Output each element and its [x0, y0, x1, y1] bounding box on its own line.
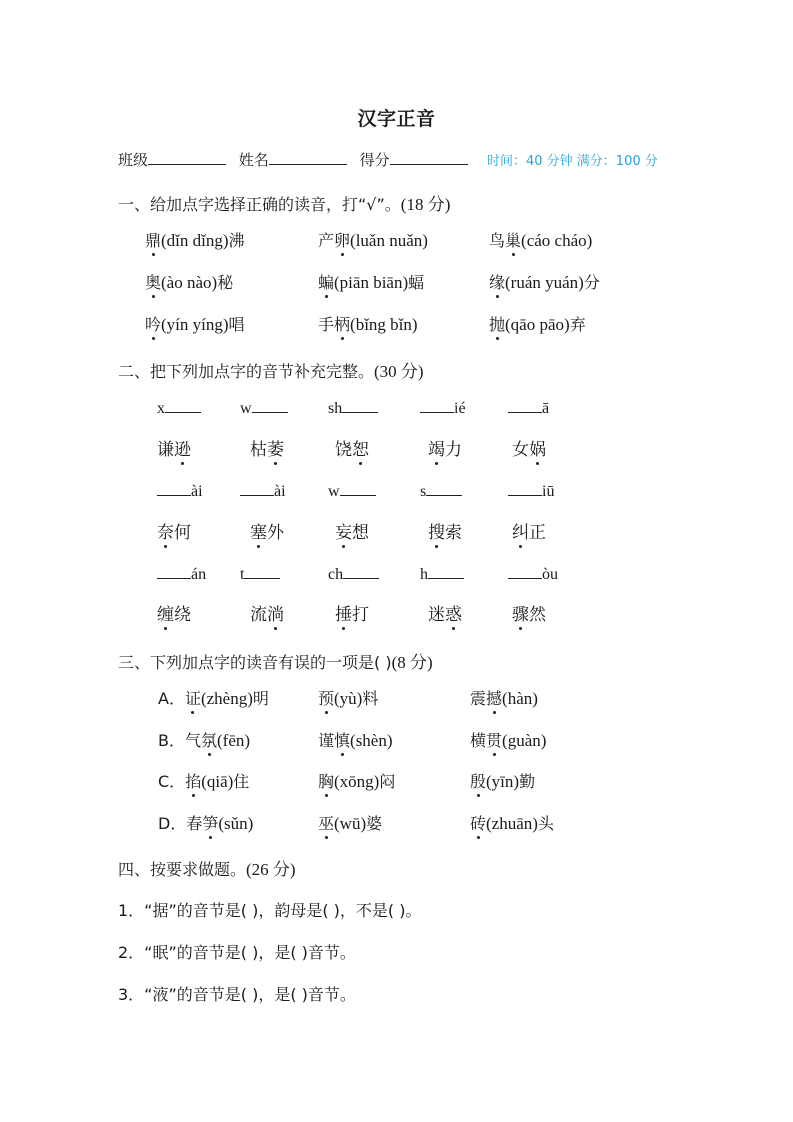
section-4-points: (26 分)	[246, 860, 296, 879]
score-label: 得分	[359, 151, 390, 169]
section-1-points: (18 分)	[400, 195, 451, 214]
dotted-char: 贯	[486, 728, 502, 751]
dotted-char: 证	[185, 686, 201, 709]
dotted-char: 吟	[145, 312, 161, 335]
char-prefix: 产	[318, 231, 335, 250]
word	[157, 518, 191, 543]
answer-blank[interactable]	[426, 483, 462, 496]
answer-blank[interactable]	[157, 483, 191, 496]
syllable-fill[interactable]	[420, 483, 462, 501]
syllable-final: ài	[274, 483, 286, 500]
name-label: 姓名	[238, 151, 269, 169]
dotted-char: 砖	[470, 811, 486, 834]
answer-blank[interactable]	[252, 400, 288, 413]
char-suffix: 闷	[379, 772, 396, 791]
syllable-initial: w	[328, 483, 340, 500]
section-2-points: (30 分)	[374, 362, 424, 381]
word-char-2: 外	[267, 523, 284, 543]
dotted-char: 巫	[318, 811, 334, 834]
syllable-initial: t	[240, 566, 245, 583]
option-term	[470, 811, 554, 834]
char-suffix: 住	[233, 772, 250, 791]
word-char-1: 谦	[157, 440, 174, 460]
word-char-2: 然	[529, 605, 546, 625]
word-char-1: 流	[250, 605, 267, 625]
pinyin: (fēn)	[217, 731, 251, 750]
answer-blank[interactable]	[508, 566, 542, 579]
choice-item	[145, 270, 233, 293]
option-term	[318, 769, 395, 792]
choice-item	[145, 228, 245, 251]
word-char-1: 缠	[157, 600, 174, 625]
answer-blank[interactable]	[428, 566, 464, 579]
word-char-1: 奈	[157, 518, 174, 543]
section-4-heading	[118, 855, 296, 880]
score-blank[interactable]	[390, 150, 468, 165]
syllable-final: án	[191, 566, 207, 583]
char-prefix: 震	[470, 689, 487, 708]
dotted-char: 鼎	[145, 228, 161, 251]
option-term	[318, 686, 378, 709]
page-title: 汉字正音	[357, 108, 436, 130]
dotted-char: 缘	[489, 270, 505, 293]
syllable-fill[interactable]	[240, 400, 288, 418]
choice-item	[318, 228, 428, 251]
dotted-char: 蝙	[318, 270, 334, 293]
syllable-fill[interactable]	[240, 566, 280, 584]
choice-item	[145, 312, 245, 335]
answer-blank[interactable]	[508, 400, 542, 413]
char-suffix: 勤	[519, 772, 536, 791]
word	[250, 600, 284, 625]
word-char-2: 何	[174, 523, 191, 543]
choice-item	[318, 270, 424, 293]
word	[428, 435, 462, 460]
word-char-1: 饶	[335, 440, 352, 460]
syllable-fill[interactable]	[420, 400, 466, 418]
word-char-1: 妄	[335, 518, 352, 543]
dotted-char: 笋	[202, 811, 218, 834]
answer-blank[interactable]	[508, 483, 542, 496]
pinyin-options[interactable]: (qāo pāo)	[505, 315, 570, 334]
pinyin: (sǔn)	[218, 814, 254, 833]
dotted-char: 殷	[470, 769, 486, 792]
syllable-initial: x	[157, 400, 165, 417]
syllable-final: ài	[191, 483, 203, 500]
syllable-fill[interactable]	[328, 483, 376, 501]
syllable-initial: h	[420, 566, 428, 583]
syllable-fill[interactable]	[157, 566, 206, 584]
option-term	[470, 686, 538, 709]
word-char-2: 恕	[352, 435, 369, 460]
syllable-final: òu	[542, 566, 558, 583]
dotted-char: 撼	[486, 686, 502, 709]
choice-item	[489, 270, 600, 293]
char-prefix: 春	[186, 814, 203, 833]
word-char-2: 索	[445, 523, 462, 543]
char-suffix: 沸	[228, 231, 245, 250]
question-2: 2．“眠”的音节是( )，是( )音节。	[118, 943, 356, 962]
word-char-2: 正	[529, 523, 546, 543]
syllable-fill[interactable]	[157, 400, 201, 418]
option-term	[318, 728, 393, 751]
section-3-heading	[118, 648, 433, 673]
char-suffix: 头	[537, 814, 554, 833]
pinyin: (wū)	[334, 814, 367, 833]
word-char-2: 绕	[174, 605, 191, 625]
char-prefix: 鸟	[489, 231, 506, 250]
pinyin-options[interactable]: (luǎn nuǎn)	[350, 231, 428, 250]
pinyin: (qiā)	[201, 772, 234, 791]
pinyin-options[interactable]: (piān biān)	[334, 273, 409, 292]
option-term	[470, 769, 535, 792]
option-d-label[interactable]	[158, 811, 253, 834]
dotted-char: 预	[318, 686, 334, 709]
pinyin: (hàn)	[502, 689, 538, 708]
answer-blank[interactable]	[244, 566, 280, 579]
question-1: 1．“据”的音节是( )，韵母是( )，不是( )。	[118, 901, 422, 920]
word	[250, 435, 284, 460]
syllable-final: iū	[542, 483, 555, 500]
word-char-1: 搜	[428, 518, 445, 543]
char-prefix: 横	[470, 731, 487, 750]
dotted-char: 慎	[334, 728, 350, 751]
word	[335, 435, 369, 460]
option-letter[interactable]: A．	[158, 689, 185, 708]
dotted-char: 掐	[185, 769, 201, 792]
class-blank[interactable]	[148, 150, 226, 165]
word	[335, 518, 369, 543]
syllable-initial: ch	[328, 566, 344, 583]
syllable-fill[interactable]	[420, 566, 464, 584]
pinyin: (zhèng)	[200, 689, 253, 708]
option-term	[470, 728, 546, 751]
pinyin: (xōng)	[334, 772, 380, 791]
word	[512, 435, 546, 460]
option-term	[318, 811, 382, 834]
dotted-char: 抛	[489, 312, 505, 335]
word-char-1: 纠	[512, 518, 529, 543]
char-prefix: 气	[184, 731, 201, 750]
syllable-initial: sh	[328, 400, 343, 417]
char-prefix: 手	[318, 315, 335, 334]
word	[157, 435, 191, 460]
word-char-2: 想	[352, 523, 369, 543]
char-suffix: 秘	[217, 273, 234, 292]
choice-item	[318, 312, 418, 335]
word-char-1: 女	[512, 440, 529, 460]
dotted-char: 柄	[334, 312, 350, 335]
option-letter[interactable]: B．	[158, 731, 185, 750]
section-3-title: 三、下列加点字的读音有误的一项是( )	[118, 653, 392, 672]
option-letter[interactable]: C．	[158, 772, 186, 791]
syllable-final: ié	[454, 400, 466, 417]
char-suffix: 明	[252, 689, 269, 708]
pinyin-options[interactable]: (cáo cháo)	[521, 231, 593, 250]
pinyin-options[interactable]: (bǐng bǐn)	[350, 315, 418, 334]
answer-blank[interactable]	[342, 400, 378, 413]
word	[250, 518, 284, 543]
char-suffix: 婆	[366, 814, 383, 833]
syllable-fill[interactable]	[157, 483, 203, 501]
answer-blank[interactable]	[340, 483, 376, 496]
word	[512, 600, 546, 625]
char-suffix: 蝠	[408, 273, 425, 292]
choice-item	[489, 228, 592, 251]
word-char-1: 骤	[512, 600, 529, 625]
option-c-label[interactable]	[158, 769, 249, 792]
time-info: 时间：40 分钟 满分：100 分	[487, 154, 658, 169]
syllable-initial: w	[240, 400, 252, 417]
option-a-label[interactable]	[158, 686, 269, 709]
dotted-char: 巢	[505, 228, 521, 251]
section-2-title: 二、把下列加点字的音节补充完整。	[118, 362, 375, 381]
word	[335, 600, 369, 625]
pinyin: (shèn)	[350, 731, 393, 750]
dotted-char: 氛	[201, 728, 217, 751]
syllable-fill[interactable]	[328, 566, 379, 584]
word-char-2: 娲	[529, 435, 546, 460]
word	[157, 600, 191, 625]
section-4-title: 四、按要求做题。	[118, 860, 247, 879]
pinyin: (yù)	[334, 689, 363, 708]
pinyin: (yīn)	[486, 772, 520, 791]
answer-blank[interactable]	[343, 566, 379, 579]
question-3: 3．“液”的音节是( )，是( )音节。	[118, 985, 356, 1004]
word-char-2: 萎	[267, 435, 284, 460]
syllable-fill[interactable]	[240, 483, 286, 501]
char-suffix: 唱	[228, 315, 245, 334]
answer-blank[interactable]	[420, 400, 454, 413]
answer-blank[interactable]	[157, 566, 191, 579]
answer-blank[interactable]	[240, 483, 274, 496]
name-blank[interactable]	[269, 150, 347, 165]
pinyin-options[interactable]: (yín yíng)	[161, 315, 229, 334]
class-label: 班级	[118, 151, 149, 169]
char-suffix: 分	[583, 273, 600, 292]
word-char-1: 塞	[250, 518, 267, 543]
word-char-2: 惑	[445, 600, 462, 625]
dotted-char: 卵	[334, 228, 350, 251]
answer-blank[interactable]	[165, 400, 201, 413]
syllable-fill[interactable]	[508, 400, 549, 418]
char-suffix: 弃	[569, 315, 586, 334]
word-char-1: 迷	[428, 605, 445, 625]
pinyin-options[interactable]: (dǐn dǐng)	[161, 231, 229, 250]
option-letter[interactable]: D．	[158, 814, 187, 833]
class-field[interactable]	[118, 149, 476, 170]
word-char-2: 淌	[267, 600, 284, 625]
dotted-char: 胸	[318, 769, 334, 792]
pinyin: (zhuān)	[486, 814, 538, 833]
word-char-1: 枯	[250, 440, 267, 460]
option-b-label[interactable]	[158, 728, 250, 751]
pinyin: (guàn)	[502, 731, 547, 750]
section-3-points: (8 分)	[391, 653, 433, 672]
syllable-fill[interactable]	[508, 483, 554, 501]
word	[428, 518, 462, 543]
section-2-heading	[118, 357, 424, 382]
word-char-2: 逊	[174, 435, 191, 460]
word-char-1: 竭	[428, 435, 445, 460]
dotted-char: 奥	[145, 270, 161, 293]
word	[428, 600, 462, 625]
pinyin-options[interactable]: (ào nào)	[161, 273, 218, 292]
syllable-final: ā	[542, 400, 550, 417]
section-1-title: 一、给加点字选择正确的读音，打“√”。	[118, 195, 401, 214]
char-suffix: 料	[362, 689, 379, 708]
syllable-initial: s	[420, 483, 427, 500]
section-1-heading	[118, 190, 450, 215]
syllable-fill[interactable]	[508, 566, 558, 584]
word	[512, 518, 546, 543]
char-prefix: 谨	[318, 731, 335, 750]
word-char-2: 打	[352, 605, 369, 625]
syllable-fill[interactable]	[328, 400, 378, 418]
choice-item	[489, 312, 586, 335]
pinyin-options[interactable]: (ruán yuán)	[505, 273, 584, 292]
word-char-2: 力	[445, 440, 462, 460]
word-char-1: 捶	[335, 600, 352, 625]
